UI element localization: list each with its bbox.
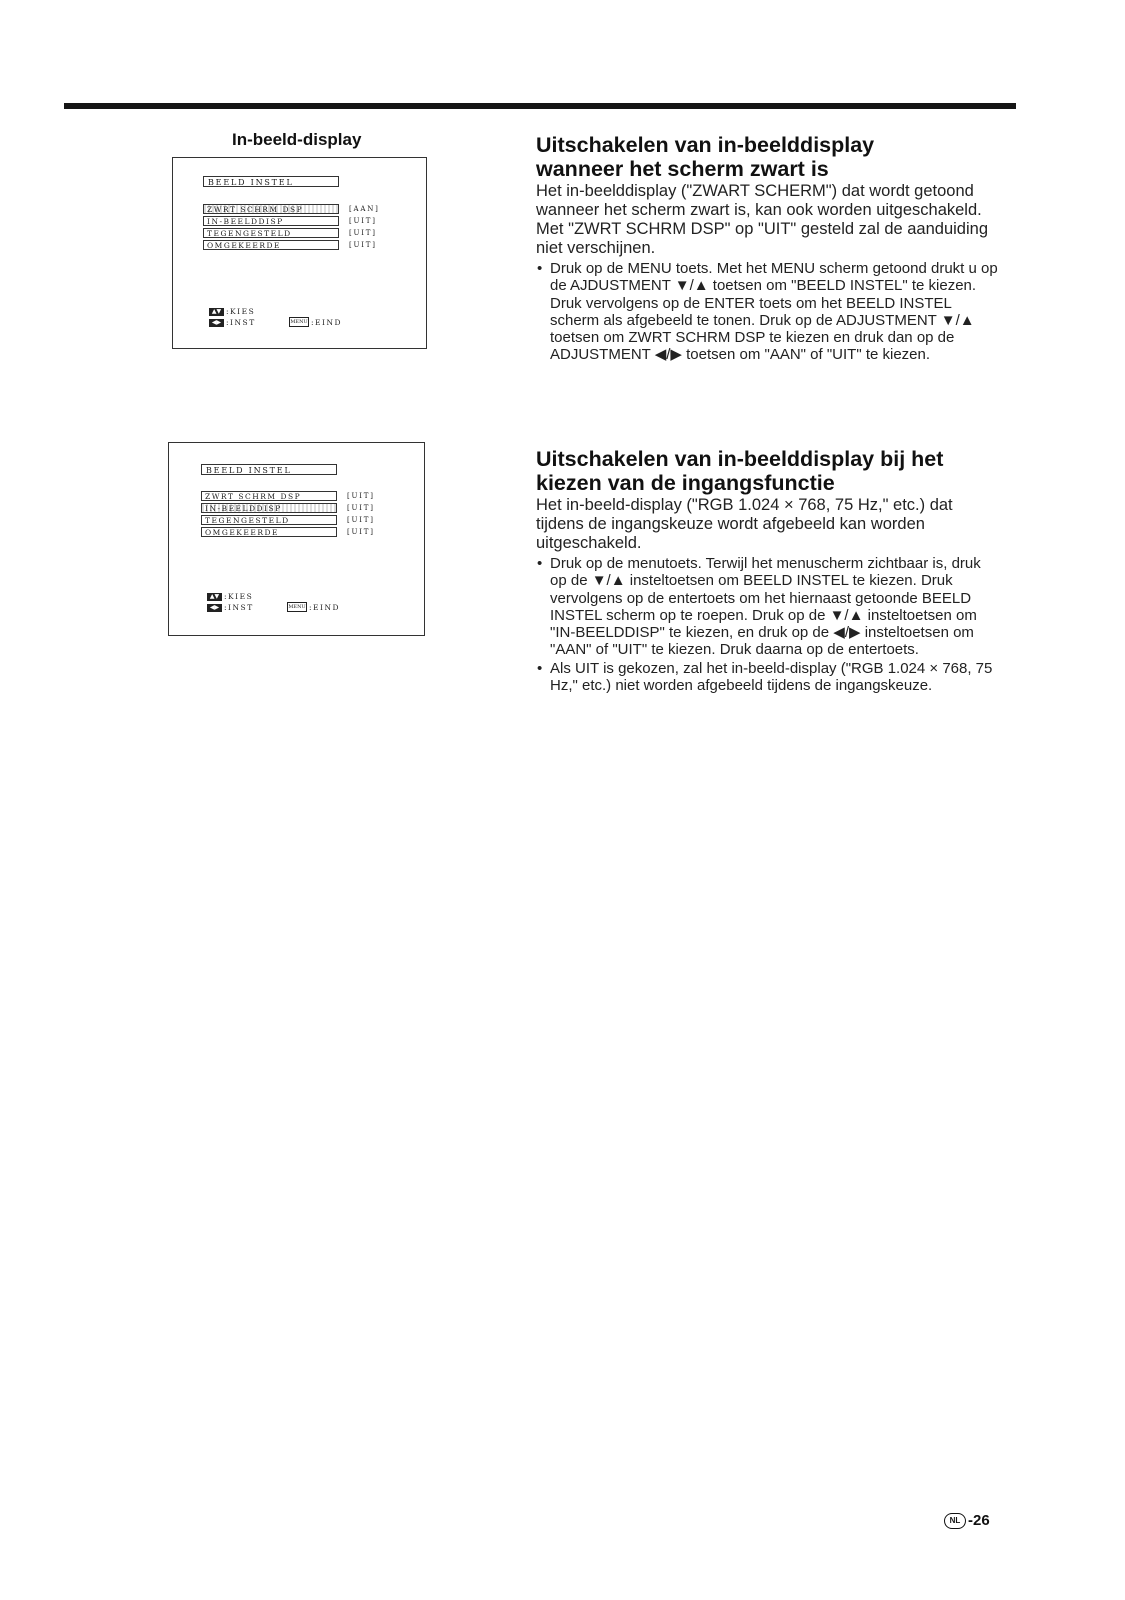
menu-item: OMGEKEERDE: [203, 240, 339, 250]
top-rule: [64, 103, 1016, 109]
left-right-key-icon: ◀▶: [207, 604, 222, 612]
menu-value: [UIT]: [347, 492, 375, 500]
menu-row: [203, 239, 380, 251]
menu-item: TEGENGESTELD: [201, 515, 337, 525]
legend-eind: [287, 602, 340, 612]
up-down-key-icon: ▲▼: [209, 308, 224, 316]
legend-kies-label: :KIES: [226, 307, 256, 316]
bullet-list: [536, 555, 1001, 694]
menu-row: [203, 203, 380, 215]
bullet-item: • Als UIT is gekozen, zal het in-beeld-display ("RGB 1.024 × 768, 75 Hz," etc.) niet worden afgebeeld tijdens de ingangskeuze.: [536, 660, 1001, 695]
menu-item: IN-BEELDDISP: [201, 503, 337, 513]
legend-eind-label: :EIND: [311, 317, 343, 327]
menu-row: [201, 490, 375, 502]
menu-item: ZWRT SCHRM DSP: [203, 204, 339, 214]
menu-legend: [207, 591, 341, 613]
legend-eind-label: :EIND: [309, 602, 341, 612]
section-ingangsfunctie: [536, 447, 1001, 695]
menu-key-icon: MENU: [288, 604, 306, 610]
menu-item: ZWRT SCHRM DSP: [201, 491, 337, 501]
menu-value: [UIT]: [347, 516, 375, 524]
menu-item: IN-BEELDDISP: [203, 216, 339, 226]
menu-legend: [209, 306, 343, 328]
heading-line-2: wanneer het scherm zwart is: [536, 157, 829, 181]
menu-row: [201, 502, 375, 514]
up-down-key-icon: ▲▼: [207, 593, 222, 601]
nl-language-icon: NL: [944, 1513, 966, 1529]
heading-line-1: Uitschakelen van in-beelddisplay: [536, 133, 875, 157]
legend-inst: [207, 602, 254, 613]
bullet-item: • Druk op de MENU toets. Met het MENU scherm getoond drukt u op de AJDUSTMENT ▼/▲ toetsen om "BEELD INSTEL" te kiezen. Druk vervolgens op de ENTER toets om het BEELD INSTEL scherm als afgebeeld te tonen. Druk op de ADJUSTMENT ▼/▲ toetsen om ZWRT SCHRM DSP te kiezen en druk dan op de ADJUSTMENT ◀/▶ toetsen om "AAN" of "UIT" te kiezen.: [536, 260, 1001, 364]
menu-row: [203, 227, 380, 239]
menu-rows: [201, 490, 375, 538]
legend-inst: [209, 317, 256, 328]
menu-item: OMGEKEERDE: [201, 527, 337, 537]
bullet-item: • Druk op de menutoets. Terwijl het menuscherm zichtbaar is, druk op de ▼/▲ insteltoetsen om BEELD INSTEL te kiezen. Druk vervolgens op de entertoets om het hiernaast getoonde BEELD INSTEL scherm op te roepen. Druk op de ▼/▲ insteltoetsen om "IN-BEELDDISP" te kiezen, en druk op de ◀/▶ insteltoetsen om "AAN" of "UIT" te kiezen. Druk daarna op de entertoets.: [536, 555, 1001, 659]
section-intro: Het in-beeld-display ("RGB 1.024 × 768, 75 Hz," etc.) dat tijdens de ingangskeuze wordt afgebeeld kan worden uitgeschakeld.: [536, 496, 953, 552]
legend-inst-label: :INST: [224, 603, 254, 612]
menu-value: [UIT]: [349, 241, 377, 249]
menu-value: [UIT]: [349, 229, 377, 237]
legend-kies: [209, 306, 256, 317]
menu-screen-1: [172, 157, 427, 349]
heading-line-1: Uitschakelen van in-beelddisplay bij het: [536, 447, 944, 471]
menu-key-icon: MENU: [290, 319, 308, 325]
menu-rows: [203, 203, 380, 251]
menu-title: BEELD INSTEL: [203, 176, 339, 187]
menu-value: [UIT]: [347, 504, 375, 512]
section-intro: Het in-beelddisplay ("ZWART SCHERM") dat wordt getoond wanneer het scherm zwart is, kan ook worden uitgeschakeld. Met "ZWRT SCHRM DSP" op "UIT" gesteld zal de aanduiding niet verschijnen.: [536, 182, 988, 257]
menu-item: TEGENGESTELD: [203, 228, 339, 238]
menu-row: [201, 526, 375, 538]
legend-eind: [289, 317, 342, 327]
heading-line-2: kiezen van de ingangsfunctie: [536, 471, 835, 495]
menu-value: [UIT]: [349, 217, 377, 225]
section-heading: [536, 133, 1001, 181]
legend-kies-label: :KIES: [224, 592, 254, 601]
left-title: In-beeld-display: [232, 130, 362, 149]
menu-value: [AAN]: [349, 205, 380, 213]
menu-value: [UIT]: [347, 528, 375, 536]
menu-row: [203, 215, 380, 227]
section-heading: [536, 447, 1001, 495]
section-zwart-scherm: [536, 133, 1001, 365]
menu-title: BEELD INSTEL: [201, 464, 337, 475]
bullet-list: [536, 260, 1001, 364]
menu-screen-2: [168, 442, 425, 636]
legend-inst-label: :INST: [226, 318, 256, 327]
page-number-text: -26: [968, 1512, 990, 1529]
left-right-key-icon: ◀▶: [209, 319, 224, 327]
menu-row: [201, 514, 375, 526]
legend-kies: [207, 591, 254, 602]
page-number: [944, 1512, 990, 1529]
